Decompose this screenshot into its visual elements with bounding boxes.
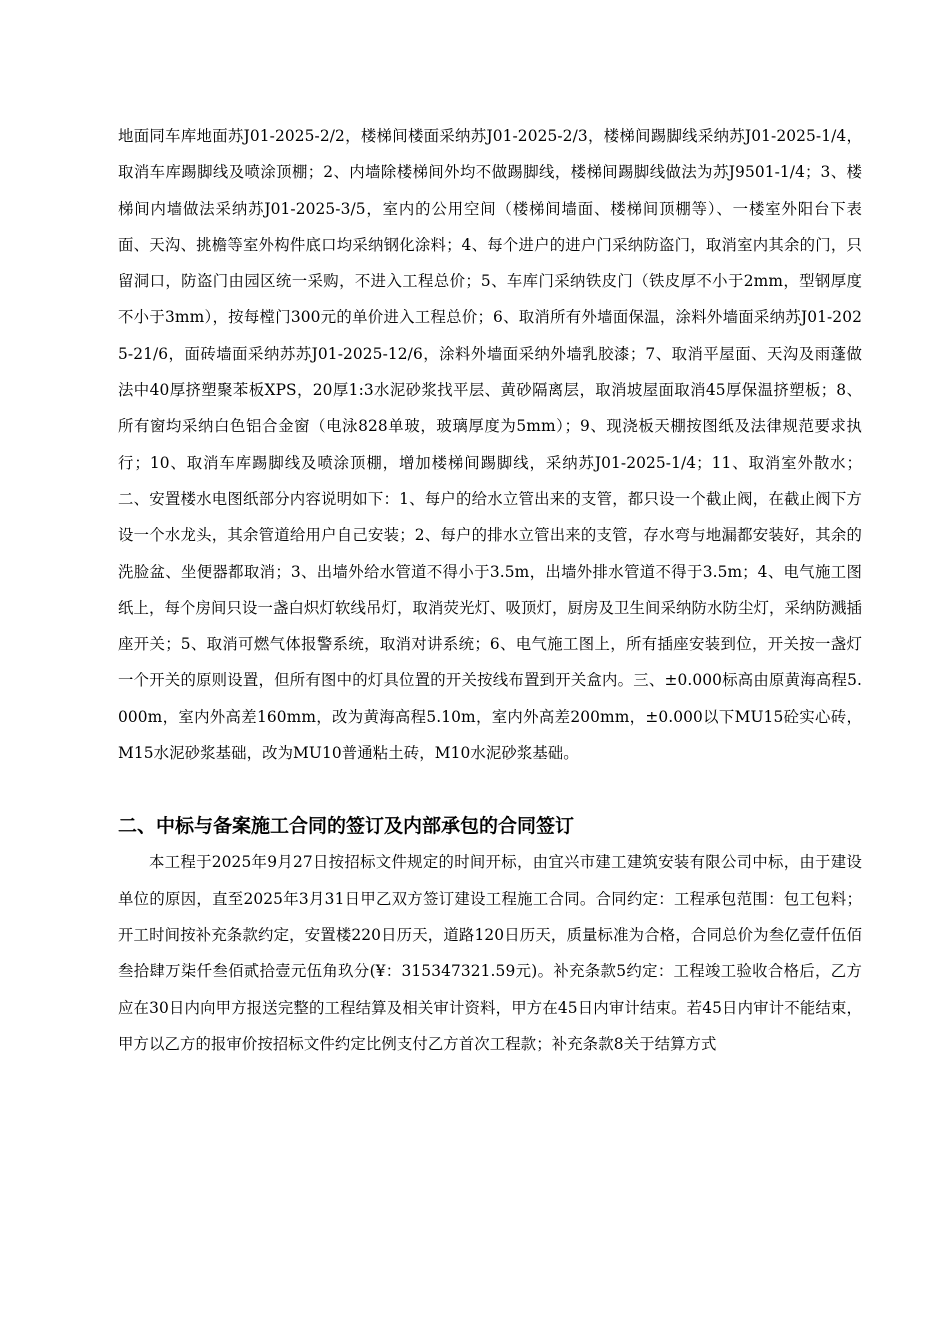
document-body [118,118,862,1062]
body-paragraph-contract-details: 本工程于2025年9月27日按招标文件规定的时间开标，由宜兴市建工建筑安装有限公司中标，由于建设单位的原因，直至2025年3月31日甲乙双方签订建设工程施工合同。合同约定：工程承包范围：包工包料；开工时间按补充条款约定，安置楼220日历天，道路120日历天，质量标准为合格，合同总价为叁亿壹仟伍佰叁拾肆万柒仟叁佰贰拾壹元伍角玖分(¥：315347321.59元)。补充条款5约定：工程竣工验收合格后，乙方应在30日内向甲方报送完整的工程结算及相关审计资料，甲方在45日内审计结束。若45日内审计不能结束，甲方以乙方的报审价按招标文件约定比例支付乙方首次工程款；补充条款8关于结算方式 [118,853,862,1053]
section-heading-contract-signing: 二、中标与备案施工合同的签订及内部承包的合同签订 [118,815,575,838]
body-paragraph-construction-changes: 地面同车库地面苏J01-2025-2/2，楼梯间楼面采纳苏J01-2025-2/3，楼梯间踢脚线采纳苏J01-2025-1/4，取消车库踢脚线及喷涂顶棚；2、内墙除楼梯间外均不做踢脚线，楼梯间踢脚线做法为苏J9501-1/4；3、楼梯间内墙做法采纳苏J01-2025-3/5，室内的公用空间（楼梯间墙面、楼梯间顶棚等）、一楼室外阳台下表面、天沟、挑檐等室外构件底口均采纳钢化涂料；4、每个进户的进户门采纳防盗门，取消室内其余的门，只留洞口，防盗门由园区统一采购，不进入工程总价；5、车库门采纳铁皮门（铁皮厚不小于2mm，型钢厚度不小于3mm），按每樘门300元的单价进入工程总价；6、取消所有外墙面保温，涂料外墙面采纳苏J01-2025-21/6，面砖墙面采纳苏苏J01-2025-12/6，涂料外墙面采纳外墙乳胶漆；7、取消平屋面、天沟及雨蓬做法中40厚挤塑聚苯板XPS，20厚1:3水泥砂浆找平层、黄砂隔离层，取消坡屋面取消45厚保温挤塑板；8、所有窗均采纳白色铝合金窗（电泳828单玻，玻璃厚度为5mm）；9、现浇板天棚按图纸及法律规范要求执行；10、取消车库踢脚线及喷涂顶棚，增加楼梯间踢脚线，采纳苏J01-2025-1/4；11、取消室外散水；二、安置楼水电图纸部分内容说明如下：1、每户的给水立管出来的支管，都只设一个截止阀，在截止阀下方设一个水龙头，其余管道给用户自己安装；2、每户的排水立管出来的支管，存水弯与地漏都安装好，其余的洗脸盆、坐便器都取消；3、出墙外给水管道不得小于3.5m，出墙外排水管道不得于3.5m；4、电气施工图纸上，每个房间只设一盏白炽灯软线吊灯，取消荧光灯、吸顶灯，厨房及卫生间采纳防水防尘灯，采纳防溅插座开关；5、取消可燃气体报警系统，取消对讲系统；6、电气施工图上，所有插座安装到位，开关按一盏灯一个开关的原则设置，但所有图中的灯具位置的开关按线布置到开关盒内。三、±0.000标高由原黄海高程5.000m，室内外高差160mm，改为黄海高程5.10m，室内外高差200mm，±0.000以下MU15砼实心砖，M15水泥砂浆基础，改为MU10普通粘土砖，M10水泥砂浆基础。 [118,127,862,763]
